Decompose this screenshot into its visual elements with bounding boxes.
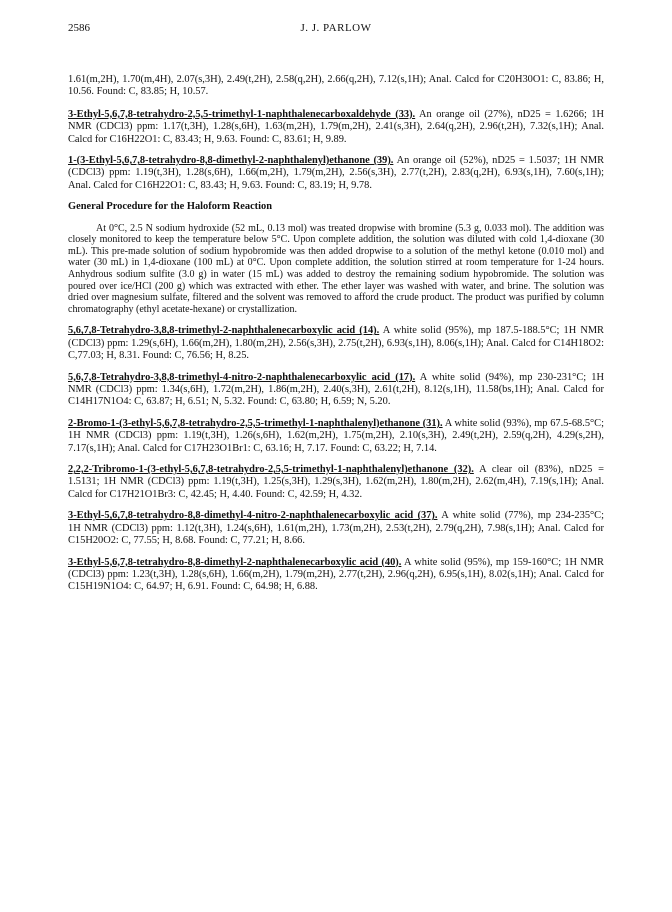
compound-31-entry xyxy=(68,418,604,455)
compound-description: A white solid (77%), mp 234-235°C; 1H NMR (CDCl3) ppm: 1.12(t,3H), 1.24(s,6H), 1.61(m,2H), 1.73(m,2H), 2.53(t,2H), 2.79(q,2H), 7.98(s,1H); Anal. Calcd for C15H20O2: C, 77.55; H, 8.68. Found: C, 77.21; H, 8.66. xyxy=(68,510,604,547)
compound-title: 2,2,2-Tribromo-1-(3-ethyl-5,6,7,8-tetrahydro-2,5,5-trimethyl-1-naphthalenyl)ethanone (32). xyxy=(68,464,474,476)
compound-title: 3-Ethyl-5,6,7,8-tetrahydro-2,5,5-trimethyl-1-naphthalenecarboxaldehyde (33). xyxy=(68,108,416,120)
compound-title: 5,6,7,8-Tetrahydro-3,8,8-trimethyl-4-nitro-2-naphthalenecarboxylic acid (17). xyxy=(68,371,416,383)
article-body xyxy=(68,74,604,603)
compound-37-entry xyxy=(68,510,604,547)
procedure-paragraph: At 0°C, 2.5 N sodium hydroxide (52 mL, 0.13 mol) was treated dropwise with bromine (5.3 g, 0.033 mol). The addition was closely monitored to keep the temperature below 5°C. Upon complete addition, the solution was diluted with cold 1,4-dioxane (30 mL). This pre-made solution of sodium hypobromide was then added dropwise to a solution of the methyl ketone (0.010 mol) and water (30 mL) in 1,4-dioxane (100 mL) at 0°C. Upon complete addition, the solution stirred at room temperature for 1-24 hours. Anhydrous sodium sulfite (3.0 g) in water (15 mL) was added to destroy the remaining sodium hypobromide. The solution was poured over ice/HCl (200 g) which was extracted with ether. The ether layer was washed with water, and brine. The solution was dried over magnesium sulfate, filtered and the solvent was removed to afford the crude product. The product was purified by column chromatography (ethyl acetate-hexane) or crystallization. xyxy=(68,222,604,315)
compound-14-entry xyxy=(68,325,604,362)
compound-description: An orange oil (27%), nD25 = 1.6266; 1H NMR (CDCl3) ppm: 1.17(t,3H), 1.28(s,6H), 1.63(m,2H), 1.79(m,2H), 2.41(s,3H), 2.64(q,2H), 2.96(t,2H), 7.32(s,1H); Anal. Calcd for C16H22O1: C, 83.43; H, 9.63. Found: C, 83.61; H, 9.89. xyxy=(68,108,605,145)
page-header xyxy=(68,22,604,36)
compound-title: 5,6,7,8-Tetrahydro-3,8,8-trimethyl-2-naphthalenecarboxylic acid (14). xyxy=(68,325,380,337)
compound-33-entry xyxy=(68,109,604,146)
compound-description: A white solid (94%), mp 230-231°C; 1H NMR (CDCl3) ppm: 1.34(s,6H), 1.72(m,2H), 1.86(m,2H), 2.40(s,3H), 2.61(t,2H), 8.12(s,1H), 11.58(bs,1H); Anal. Calcd for C14H17N1O4: C, 63.87; H, 6.51; N, 5.32. Found: C, 63.80; H, 6.59; N, 5.20. xyxy=(68,371,604,408)
compound-title: 3-Ethyl-5,6,7,8-tetrahydro-8,8-dimethyl-4-nitro-2-naphthalenecarboxylic acid (37). xyxy=(68,510,438,522)
compound-17-entry xyxy=(68,372,604,409)
paragraph-text: 1.61(m,2H), 1.70(m,4H), 2.07(s,3H), 2.49(t,2H), 2.58(q,2H), 2.66(q,2H), 7.12(s,1H); Anal. Calcd for C20H30O1: C, 83.86; H, 10.56. Found: C, 83.85; H, 10.57. xyxy=(68,74,604,98)
compound-description: A white solid (95%), mp 187.5-188.5°C; 1H NMR (CDCl3) ppm: 1.29(s,6H), 1.66(m,2H), 1.80(m,2H), 2.56(s,3H), 2.75(t,2H), 6.93(s,1H), 8.06(s,1H); Anal. Calcd for C14H18O2: C,77.03; H, 8.31. Found: C, 76.56; H, 8.25. xyxy=(68,325,604,362)
compound-title: 1-(3-Ethyl-5,6,7,8-tetrahydro-8,8-dimethyl-2-naphthalenyl)ethanone (39). xyxy=(68,155,394,167)
compound-description: A clear oil (83%), nD25 = 1.5131; 1H NMR (CDCl3) ppm: 1.19(t,3H), 1.25(s,3H), 1.29(s,3H), 1.62(m,2H), 1.80(m,2H), 2.62(m,4H), 7.19(s,1H); Anal. Calcd for C17H21O1Br3: C, 42.45; H, 4.40. Found: C, 42.59; H, 4.32. xyxy=(68,464,604,500)
compound-39-entry xyxy=(68,155,604,192)
running-head: J. J. PARLOW xyxy=(300,22,372,34)
compound-32-entry xyxy=(68,464,604,501)
compound-title: 3-Ethyl-5,6,7,8-tetrahydro-8,8-dimethyl-2-naphthalenecarboxylic acid (40). xyxy=(68,556,402,568)
continued-paragraph xyxy=(68,74,604,99)
page-number: 2586 xyxy=(68,22,90,34)
compound-description: An orange oil (52%), nD25 = 1.5037; 1H NMR (CDCl3) ppm: 1.19(t,3H), 1.28(s,6H), 1.66(m,2H), 1.79(m,2H), 2.56(s,3H), 2.77(t,2H), 2.83(q,2H), 6.93(s,1H), 7.60(s,1H); Anal. Calcd for C16H22O1: C, 83.43; H, 9.63. Found: C, 83.19; H, 9.78. xyxy=(68,155,604,191)
compound-description: A white solid (93%), mp 67.5-68.5°C; 1H NMR (CDCl3) ppm: 1.19(t,3H), 1.26(s,6H), 1.62(m,2H), 1.75(m,2H), 2.10(s,3H), 2.49(t,2H), 2.59(q,2H), 4.29(s,2H), 7.17(s,1H); Anal. Calcd for C17H23O1Br1: C, 63.16; H, 7.17. Found: C, 63.22; H, 7.14. xyxy=(68,417,604,454)
compound-40-entry xyxy=(68,557,604,594)
compound-title: 2-Bromo-1-(3-ethyl-5,6,7,8-tetrahydro-2,5,5-trimethyl-1-naphthalenyl)ethanone (31). xyxy=(68,417,443,429)
compound-description: A white solid (95%), mp 159-160°C; 1H NMR (CDCl3) ppm: 1.23(t,3H), 1.28(s,6H), 1.66(m,2H), 1.79(m,2H), 2.77(t,2H), 2.96(q,2H), 6.95(s,1H), 8.02(s,1H); Anal. Calcd for C15H19N1O4: C, 64.97; H, 6.91. Found: C, 64.98; H, 6.88. xyxy=(68,556,604,593)
section-heading: General Procedure for the Haloform Reaction xyxy=(68,201,273,213)
